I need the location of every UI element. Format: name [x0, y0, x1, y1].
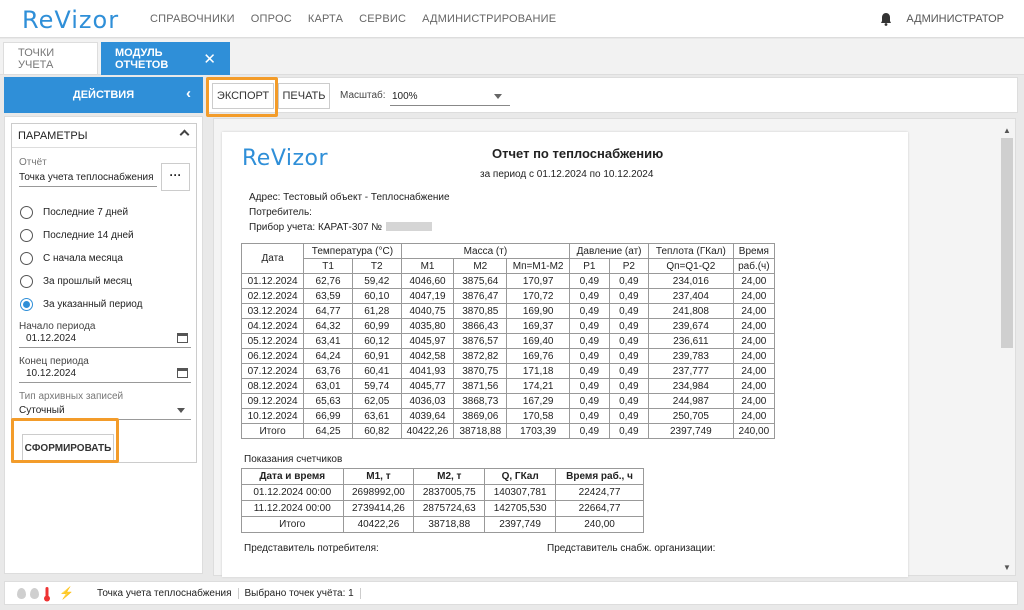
table-cell: 64,32 [304, 319, 353, 334]
radio-label: Последние 14 дней [43, 230, 134, 241]
table-cell: 234,984 [649, 379, 734, 394]
table-cell: 38718,88 [454, 424, 507, 439]
table-cell: 237,404 [649, 289, 734, 304]
cold-water-icon [17, 588, 26, 599]
table-cell: 01.12.2024 00:00 [242, 485, 344, 501]
col-pressure: Давление (ат) [570, 244, 649, 259]
table-cell: 3876,47 [454, 289, 507, 304]
supplier-signature: Представитель снабж. организации: [547, 543, 716, 554]
table-cell: Итого [242, 517, 344, 533]
zoom-select[interactable] [390, 86, 510, 106]
meters-header-row [242, 469, 644, 485]
menu-directories[interactable]: СПРАВОЧНИКИ [150, 13, 235, 25]
radio-month-start[interactable] [20, 252, 123, 265]
status-bar [4, 581, 1018, 605]
table-row [242, 334, 775, 349]
zoom-label: Масштаб: [340, 90, 386, 101]
table-cell: 0,49 [570, 379, 609, 394]
subheader-row [242, 259, 775, 274]
subheader-cell: T2 [352, 259, 401, 274]
table-cell: 0,49 [609, 304, 648, 319]
table-cell: 3875,64 [454, 274, 507, 289]
status-point: Точка учета теплоснабжения [91, 588, 239, 599]
archive-type-label: Тип архивных записей [19, 391, 124, 402]
table-cell: 0,49 [609, 409, 648, 424]
menu-survey[interactable]: ОПРОС [250, 13, 292, 25]
table-cell: 0,49 [609, 289, 648, 304]
meters-header-cell: M2, т [414, 469, 485, 485]
export-highlight [206, 77, 278, 117]
subheader-cell: T1 [304, 259, 353, 274]
radio-last-7-days[interactable] [20, 206, 128, 219]
col-temperature: Температура (°C) [304, 244, 401, 259]
table-cell: 170,58 [507, 409, 570, 424]
meters-header-cell: Дата и время [242, 469, 344, 485]
subheader-cell: P1 [570, 259, 609, 274]
report-underline [19, 186, 157, 187]
table-cell: 2698992,00 [343, 485, 414, 501]
table-row [242, 394, 775, 409]
table-cell: 24,00 [733, 379, 774, 394]
table-row [242, 349, 775, 364]
calendar-icon[interactable] [177, 368, 188, 378]
table-cell: 170,97 [507, 274, 570, 289]
radio-circle [20, 206, 33, 219]
report-device [249, 222, 432, 233]
table-cell: 4045,97 [401, 334, 454, 349]
vertical-scrollbar[interactable] [1000, 124, 1014, 574]
table-row [242, 379, 775, 394]
bell-icon[interactable] [879, 12, 893, 26]
start-date-input[interactable]: 01.12.2024 [26, 333, 77, 344]
table-cell: 0,49 [609, 274, 648, 289]
actions-panel-toggle[interactable] [4, 77, 203, 113]
table-cell: 60,82 [352, 424, 401, 439]
radio-circle [20, 275, 33, 288]
top-nav [0, 0, 1024, 38]
table-cell: 63,59 [304, 289, 353, 304]
table-row [242, 289, 775, 304]
table-cell: 2837005,75 [414, 485, 485, 501]
table-cell: 24,00 [733, 274, 774, 289]
table-cell: 09.12.2024 [242, 394, 304, 409]
table-cell: 2397,749 [649, 424, 734, 439]
table-cell: 24,00 [733, 349, 774, 364]
table-cell: 0,49 [609, 334, 648, 349]
table-row [242, 409, 775, 424]
heat-table [241, 243, 775, 439]
report-label: Отчёт [19, 157, 47, 168]
table-cell: 239,783 [649, 349, 734, 364]
end-date-input[interactable]: 10.12.2024 [26, 368, 77, 379]
table-cell: 0,49 [570, 409, 609, 424]
table-cell: 62,76 [304, 274, 353, 289]
table-cell: 4046,60 [401, 274, 454, 289]
table-cell: 3868,73 [454, 394, 507, 409]
table-cell: 40422,26 [343, 517, 414, 533]
table-cell: 38718,88 [414, 517, 485, 533]
chevron-down-icon[interactable]: ▼ [1003, 563, 1011, 572]
table-cell: 237,777 [649, 364, 734, 379]
table-cell: 24,00 [733, 319, 774, 334]
radio-circle-selected [20, 298, 33, 311]
radio-last-month[interactable] [20, 275, 132, 288]
table-cell: 60,41 [352, 364, 401, 379]
radio-last-14-days[interactable] [20, 229, 134, 242]
table-cell: 0,49 [609, 379, 648, 394]
table-cell: 1703,39 [507, 424, 570, 439]
table-cell: 0,49 [570, 364, 609, 379]
table-cell: 64,25 [304, 424, 353, 439]
report-logo: ReVizor [242, 146, 329, 171]
chevron-up-icon[interactable] [180, 130, 190, 140]
table-cell: 60,10 [352, 289, 401, 304]
status-selected: Выбрано точек учёта: 1 [239, 588, 361, 599]
table-cell: 04.12.2024 [242, 319, 304, 334]
archive-type-select[interactable]: Суточный [19, 405, 65, 416]
table-cell: 0,49 [570, 394, 609, 409]
consumer-signature: Представитель потребителя: [244, 543, 379, 554]
start-label: Начало периода [19, 321, 96, 332]
table-cell: 240,00 [556, 517, 644, 533]
table-cell: 4041,93 [401, 364, 454, 379]
menu-administration[interactable]: АДМИНИСТРИРОВАНИЕ [422, 13, 557, 25]
end-underline [19, 382, 191, 383]
subheader-cell: раб.(ч) [733, 259, 774, 274]
meters-table [241, 468, 644, 533]
redacted-serial [386, 222, 432, 231]
table-cell: 140307,781 [485, 485, 556, 501]
electricity-icon: ⚡ [59, 586, 74, 600]
radio-circle [20, 252, 33, 265]
actions-label: ДЕЙСТВИЯ [72, 89, 135, 101]
table-cell: 3871,56 [454, 379, 507, 394]
chevron-up-icon[interactable]: ▲ [1003, 126, 1011, 135]
table-cell: 08.12.2024 [242, 379, 304, 394]
table-cell: 63,41 [304, 334, 353, 349]
table-cell: 66,99 [304, 409, 353, 424]
table-cell: 169,76 [507, 349, 570, 364]
sidebar [4, 116, 203, 574]
table-row [242, 364, 775, 379]
table-cell: 03.12.2024 [242, 304, 304, 319]
table-cell: 171,18 [507, 364, 570, 379]
generate-highlight [11, 418, 119, 463]
table-cell: 59,42 [352, 274, 401, 289]
status-text [91, 588, 361, 599]
zoom-value: 100% [392, 91, 418, 102]
table-cell: 10.12.2024 [242, 409, 304, 424]
table-cell: 3876,57 [454, 334, 507, 349]
table-cell: 60,99 [352, 319, 401, 334]
table-cell: 4035,80 [401, 319, 454, 334]
more-icon[interactable]: ··· [161, 163, 190, 191]
report-value[interactable]: Точка учета теплоснабжения [19, 172, 154, 183]
app-logo[interactable]: ReVizor [22, 6, 120, 34]
report-consumer: Потребитель: [249, 207, 312, 218]
table-cell: 239,674 [649, 319, 734, 334]
table-cell: 06.12.2024 [242, 349, 304, 364]
col-date: Дата [242, 244, 304, 274]
radio-label: За указанный период [43, 299, 143, 310]
table-cell: 167,29 [507, 394, 570, 409]
radio-custom-period[interactable] [20, 298, 142, 311]
table-cell: 4042,58 [401, 349, 454, 364]
table-cell: 0,49 [570, 319, 609, 334]
chevron-left-icon[interactable]: ‹ [186, 85, 191, 102]
table-cell: 63,76 [304, 364, 353, 379]
col-heat: Теплота (ГКал) [649, 244, 734, 259]
table-row [242, 485, 644, 501]
table-cell: 3872,82 [454, 349, 507, 364]
thermometer-icon [43, 586, 51, 602]
table-cell: 60,12 [352, 334, 401, 349]
tab-bar [0, 39, 1024, 75]
table-cell: 24,00 [733, 364, 774, 379]
subheader-cell: M2 [454, 259, 507, 274]
col-time: Время [733, 244, 774, 259]
table-cell: 60,91 [352, 349, 401, 364]
user-menu[interactable]: АДМИНИСТРАТОР [906, 13, 1004, 25]
menu-service[interactable]: СЕРВИС [359, 13, 407, 25]
table-cell: 4045,77 [401, 379, 454, 394]
table-cell: 07.12.2024 [242, 364, 304, 379]
close-icon[interactable]: ✕ [203, 50, 216, 68]
table-cell: 24,00 [733, 334, 774, 349]
subheader-cell: M1 [401, 259, 454, 274]
table-cell: 0,49 [570, 304, 609, 319]
meters-header-cell: M1, т [343, 469, 414, 485]
table-cell: 40422,26 [401, 424, 454, 439]
scrollbar-thumb[interactable] [1001, 138, 1013, 348]
start-underline [19, 347, 191, 348]
tab-report-module[interactable] [101, 42, 230, 75]
meters-label: Показания счетчиков [244, 454, 343, 465]
table-cell: 11.12.2024 00:00 [242, 501, 344, 517]
radio-circle [20, 229, 33, 242]
table-cell: 22424,77 [556, 485, 644, 501]
subheader-cell: Qп=Q1-Q2 [649, 259, 734, 274]
table-cell: 63,01 [304, 379, 353, 394]
meters-table-body [242, 485, 644, 533]
table-cell: 0,49 [609, 349, 648, 364]
table-cell: 24,00 [733, 304, 774, 319]
table-cell: 22664,77 [556, 501, 644, 517]
subheader-cell: Mп=M1-M2 [507, 259, 570, 274]
table-cell: 0,49 [570, 334, 609, 349]
calendar-icon[interactable] [177, 333, 188, 343]
table-cell: 64,77 [304, 304, 353, 319]
table-cell: 64,24 [304, 349, 353, 364]
table-cell: 24,00 [733, 394, 774, 409]
table-row [242, 517, 644, 533]
report-period: за период с 01.12.2024 по 10.12.2024 [480, 169, 654, 180]
table-row [242, 501, 644, 517]
table-cell: 3866,43 [454, 319, 507, 334]
table-cell: 3870,75 [454, 364, 507, 379]
table-cell: 170,72 [507, 289, 570, 304]
parameters-panel [11, 123, 197, 463]
table-cell: 2875724,63 [414, 501, 485, 517]
table-cell: 0,49 [570, 289, 609, 304]
device-text: Прибор учета: КАРАТ-307 № [249, 222, 383, 233]
export-button[interactable]: ЭКСПОРТ [212, 83, 274, 109]
table-cell: 59,74 [352, 379, 401, 394]
table-cell: 2397,749 [485, 517, 556, 533]
parameters-title: ПАРАМЕТРЫ [18, 130, 88, 142]
table-cell: 174,21 [507, 379, 570, 394]
report-title: Отчет по теплоснабжению [492, 146, 664, 161]
caret-down-icon [494, 94, 502, 99]
table-cell: 02.12.2024 [242, 289, 304, 304]
table-cell: 169,37 [507, 319, 570, 334]
radio-label: Последние 7 дней [43, 207, 129, 218]
table-cell: 244,987 [649, 394, 734, 409]
table-cell: 65,63 [304, 394, 353, 409]
report-toolbar [206, 77, 1018, 113]
table-cell: 4039,64 [401, 409, 454, 424]
table-cell: 4047,19 [401, 289, 454, 304]
table-row [242, 304, 775, 319]
table-cell: 24,00 [733, 289, 774, 304]
table-cell: 0,49 [609, 424, 648, 439]
table-cell: 240,00 [733, 424, 774, 439]
table-cell: 4040,75 [401, 304, 454, 319]
meters-header-cell: Q, ГКал [485, 469, 556, 485]
table-cell: 24,00 [733, 409, 774, 424]
table-cell: 4036,03 [401, 394, 454, 409]
table-cell: 236,611 [649, 334, 734, 349]
subheader-cell: P2 [609, 259, 648, 274]
hot-water-icon [30, 588, 39, 599]
table-cell: 3869,06 [454, 409, 507, 424]
col-mass: Масса (т) [401, 244, 570, 259]
caret-down-icon[interactable] [177, 408, 185, 413]
table-cell: 0,49 [570, 274, 609, 289]
table-cell: 250,705 [649, 409, 734, 424]
table-row [242, 424, 775, 439]
report-viewer[interactable] [213, 118, 1016, 576]
parameters-header[interactable] [12, 124, 196, 148]
table-cell: 0,49 [609, 364, 648, 379]
table-cell: Итого [242, 424, 304, 439]
end-label: Конец периода [19, 356, 89, 367]
table-cell: 234,016 [649, 274, 734, 289]
table-cell: 169,40 [507, 334, 570, 349]
generate-button[interactable]: СФОРМИРОВАТЬ [22, 434, 114, 462]
table-cell: 05.12.2024 [242, 334, 304, 349]
tab-metering-points[interactable]: ТОЧКИ УЧЕТА [3, 42, 98, 75]
table-cell: 2739414,26 [343, 501, 414, 517]
table-cell: 0,49 [570, 349, 609, 364]
table-cell: 142705,530 [485, 501, 556, 517]
table-cell: 61,28 [352, 304, 401, 319]
radio-label: С начала месяца [43, 253, 123, 264]
table-cell: 169,90 [507, 304, 570, 319]
report-address: Адрес: Тестовый объект - Теплоснабжение [249, 192, 450, 203]
table-cell: 63,61 [352, 409, 401, 424]
table-cell: 3870,85 [454, 304, 507, 319]
table-cell: 241,808 [649, 304, 734, 319]
main-menu [150, 13, 572, 25]
radio-label: За прошлый месяц [43, 276, 132, 287]
table-row [242, 319, 775, 334]
meters-header-cell: Время раб., ч [556, 469, 644, 485]
table-cell: 62,05 [352, 394, 401, 409]
menu-map[interactable]: КАРТА [307, 13, 344, 25]
table-row [242, 274, 775, 289]
heat-table-body [242, 274, 775, 439]
print-button[interactable]: ПЕЧАТЬ [278, 83, 330, 109]
table-cell: 0,49 [570, 424, 609, 439]
table-cell: 0,49 [609, 319, 648, 334]
report-page [222, 132, 908, 577]
tab-report-module-label: МОДУЛЬ ОТЧЕТОВ [115, 46, 169, 71]
table-cell: 01.12.2024 [242, 274, 304, 289]
table-cell: 0,49 [609, 394, 648, 409]
